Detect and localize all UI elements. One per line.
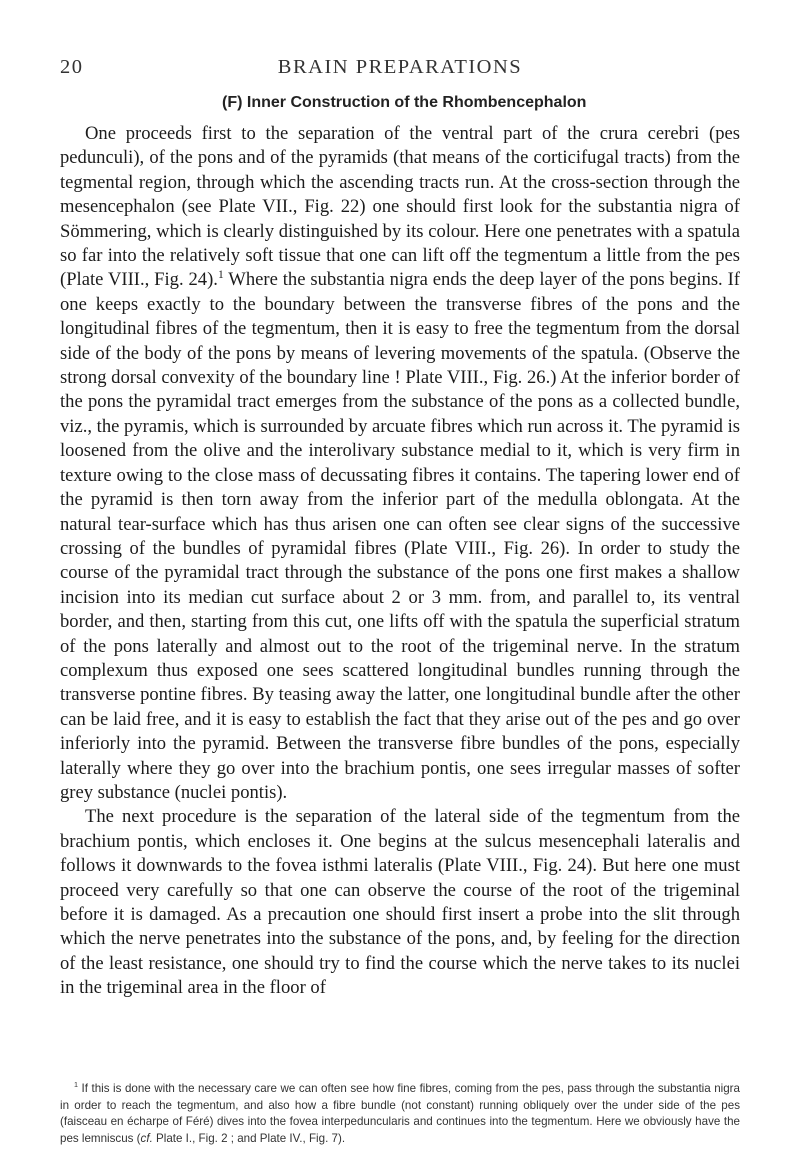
paragraph-text: The next procedure is the separation of the lateral side of the tegmentum from the brachium pontis, which encloses it. One begins at the sulcus mesencephali lateralis and follows it downwards to the fovea isthmi lateralis (Plate VIII., Fig. 24). But here one must proceed very carefully so that one can observe the course of the root of the trigeminal before it is damaged. As a precaution one should first insert a probe into the slit through which the nerve penetrates into the substance of the pons, and, by feeling for the direction of the least resistance, one should try to find the course which the nerve takes to its nuclei in the trigeminal area in the floor of — [60, 806, 740, 999]
paragraph-text: One proceeds first to the separation of the ventral part of the crura cerebri (pes pedunculi), of the pons and of the pyramids (that means of the corticifugal tracts) from the tegmental region, through which the ascending tracts run. At the cross-section through the mesencephalon (see Plate VII., Fig. 22) one should first look for the substantia nigra of Sömmering, which is clearly distinguished by its colour. Here one penetrates with a spatula so far into the relatively soft tissue that one can lift off the tegmentum a little from the pes (Plate VIII., Fig. 24). — [60, 123, 740, 291]
footnote-marker: 1 — [74, 1080, 78, 1090]
section-heading: (F) Inner Construction of the Rhombencephalon — [222, 94, 587, 111]
footnote — [60, 1081, 740, 1147]
footnote-reference[interactable]: 1 — [217, 269, 224, 282]
paragraph — [60, 805, 740, 1000]
footnote-cf: cf. — [140, 1131, 153, 1145]
page-number: 20 — [60, 56, 84, 78]
paragraph-text: Where the substantia nigra ends the deep layer of the pons begins. If one keeps exactly to the boundary between the transverse fibres of the pons and the longitudinal fibres of the tegmentum, then it is easy to free the tegmentum from the dorsal side of the body of the pons by means of levering movements of the spatula. (Observe the strong dorsal convexity of the boundary line ! Plate VIII., Fig. 26.) At the inferior border of the pons the pyramidal tract emerges from the substance of the pons as a collected bundle, viz., the pyramis, which is surrounded by arcuate fibres which run across it. The pyramid is loosened from the olive and the interolivary substance medial to it, which is very firm in texture owing to the close mass of decussating fibres it contains. The tapering lower end of the pyramid is then torn away from the inferior part of the medulla oblongata. At the natural tear-surface which has thus arisen one can often see clear signs of the successive crossing of the bundles of pyramidal fibres (Plate VIII., Fig. 26). In order to study the course of the pyramidal tract through the substance of the pons one first makes a shallow incision into its median cut surface about 2 or 3 mm. from, and parallel to, its ventral border, and then, starting from this cut, one lifts off with the spatula the superficial stratum of the pons laterally and almost out to the root of the trigeminal nerve. In the stratum complexum thus exposed one sees scattered longitudinal bundles running through the transverse pontine fibres. By teasing away the latter, one longitudinal bundle after the other can be laid free, and it is easy to establish the fact that they arise out of the pes and go over inferiorly into the pyramid. Between the transverse fibre bundles of the pons, especially laterally where they go over into the brachium pontis, one sees irregular masses of softer grey substance (nuclei pontis). — [60, 269, 740, 803]
footnotes — [60, 1081, 740, 1147]
footnote-text: If this is done with the necessary care we can often see how fine fibres, coming from the pes, pass through the substantia nigra in order to reach the tegmentum, and also how a fibre bundle (not constant) running obliquely over the under side of the pes (faisceau en écharpe of Féré) dives into the fovea interpeduncularis and continues into the tegmentum. Here we obviously have the pes lemniscus ( — [60, 1082, 740, 1145]
running-title: BRAIN PREPARATIONS — [277, 56, 523, 78]
footnote-text: Plate I., Fig. 2 ; and Plate IV., Fig. 7). — [152, 1131, 346, 1145]
body-text — [60, 122, 740, 1001]
running-head — [60, 56, 740, 86]
paragraph — [60, 122, 740, 805]
